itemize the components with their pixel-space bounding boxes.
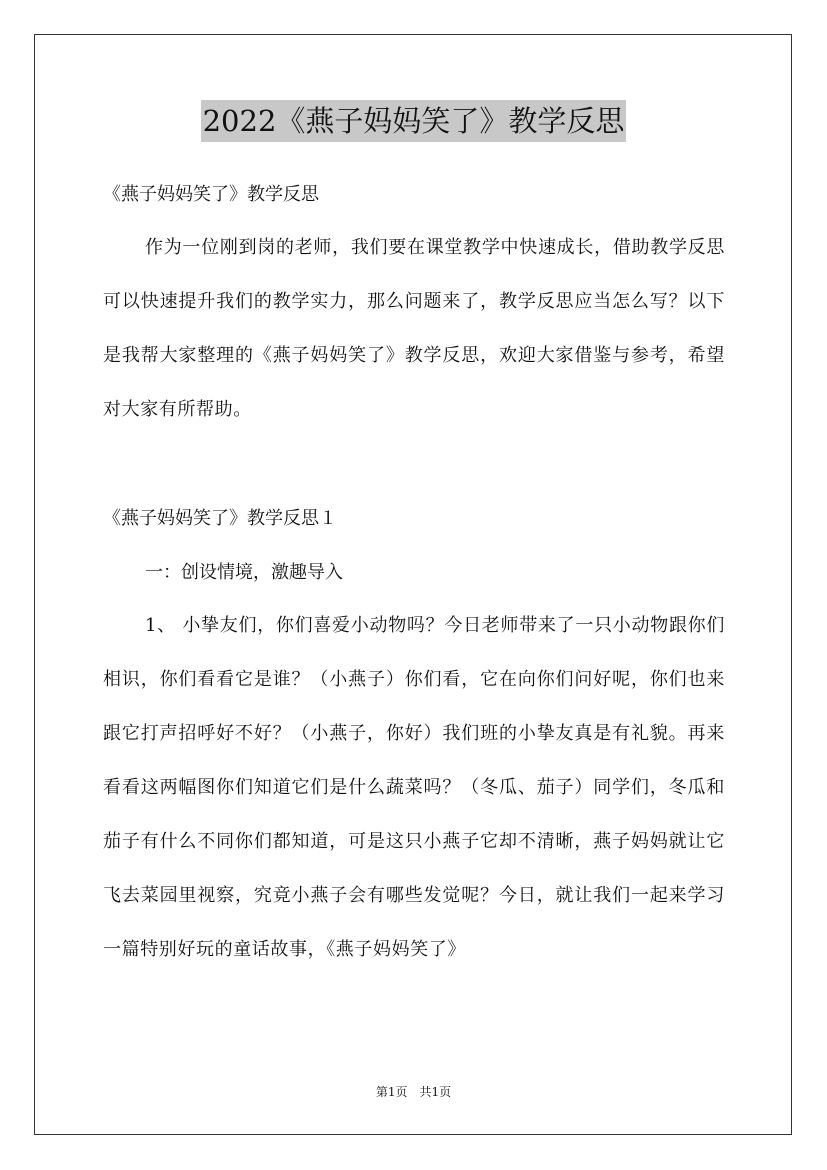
page-footer: 第1页 共1页	[375, 1085, 452, 1099]
step-heading: 一：创设情境，激趣导入	[145, 562, 343, 583]
document-subtitle: 《燕子妈妈笑了》教学反思	[103, 184, 319, 205]
page-title: 2022《燕子妈妈笑了》教学反思	[201, 100, 627, 142]
title-container	[0, 100, 827, 142]
intro-paragraph: 作为一位刚到岗的老师，我们要在课堂教学中快速成长，借助教学反思可以快速提升我们的教学实力，那么问题来了，教学反思应当怎么写？以下是我帮大家整理的《燕子妈妈笑了》教学反思，欢迎大家借鉴与参考，希望对大家有所帮助。	[103, 237, 725, 420]
section-heading: 《燕子妈妈笑了》教学反思１	[103, 508, 337, 529]
step-paragraph: 1、 小挚友们，你们喜爱小动物吗？今日老师带来了一只小动物跟你们相识，你们看看它是谁？（小燕子）你们看，它在向你们问好呢，你们也来跟它打声招呼好不好？（小燕子，你好）我们班的小挚友真是有礼貌。再来看看这两幅图你们知道它们是什么蔬菜吗？（冬瓜、茄子）同学们，冬瓜和茄子有什么不同你们都知道，可是这只小燕子它却不清晰，燕子妈妈就让它飞去菜园里视察，究竟小燕子会有哪些发觉呢？今日，就让我们一起来学习一篇特别好玩的童话故事，《燕子妈妈笑了》	[103, 615, 725, 960]
